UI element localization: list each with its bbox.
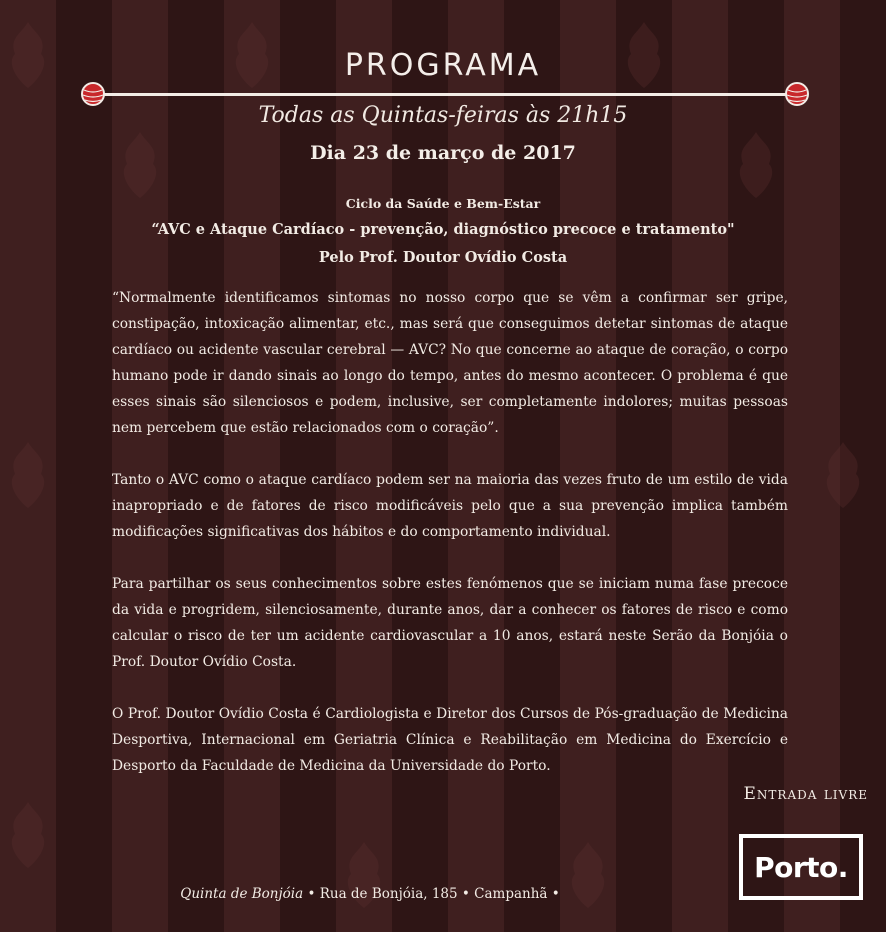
logo-text: Porto. <box>754 850 848 884</box>
header <box>0 48 886 83</box>
paragraph: Para partilhar os seus conhecimentos sobre estes fenómenos que se iniciam numa fase precoce da vida e progridem, silenciosamente, durante anos, dar a conhecer os fatores de risco e como calcular o risco de ter um acidente cardiovascular a 10 anos, estará neste Serão da Bonjóia o Prof. Doutor Ovídio Costa. <box>112 576 788 670</box>
event-date: Dia 23 de março de 2017 <box>310 142 576 164</box>
damask-motif-icon <box>117 130 163 200</box>
damask-motif-icon <box>820 440 866 510</box>
divider-line <box>104 93 786 96</box>
paragraph: O Prof. Doutor Ovídio Costa é Cardiologista e Diretor dos Cursos de Pós-graduação de Medicina Desportiva, Internacional em Geriatria Clínica e Reabilitação em Medicina do Exercício e Desporto da Faculdade de Medicina da Universidade do Porto. <box>112 706 788 774</box>
paragraph: Tanto o AVC como o ataque cardíaco podem ser na maioria das vezes fruto de um estilo de vida inapropriado e de fatores de risco modificáveis pelo que a sua prevenção implica também modificações significativas dos hábitos e do comportamento individual. <box>112 472 788 540</box>
speaker-name: Pelo Prof. Doutor Ovídio Costa <box>318 249 568 266</box>
footer-address <box>0 886 740 902</box>
damask-motif-icon <box>5 440 51 510</box>
schedule-subtitle: Todas as Quintas-feiras às 21h15 <box>258 103 628 128</box>
talk-title: “AVC e Ataque Cardíaco - prevenção, diagnóstico precoce e tratamento" <box>151 221 735 238</box>
paragraph: “Normalmente identificamos sintomas no nosso corpo que se vêm a confirmar ser gripe, constipação, intoxicação alimentar, etc., mas será que conseguimos detetar sintomas de ataque cardíaco ou acidente vascular cerebral — AVC? No que concerne ao ataque de coração, o corpo humano pode ir dando sinais ao longo do tempo, antes do mesmo acontecer. O problema é que esses sinais são silenciosos e podem, inclusive, ser completamente indolores; muitas pessoas nem percebem que estão relacionados com o coração”. <box>112 290 788 436</box>
porto-logo <box>739 834 863 900</box>
page-title: PROGRAMA <box>344 48 542 83</box>
venue-name: Quinta de Bonjóia <box>180 886 304 902</box>
description <box>112 285 788 805</box>
damask-motif-icon <box>5 800 51 870</box>
address-text: • Rua de Bonjóia, 185 • Campanhã • <box>303 886 560 902</box>
free-entry-label: Entrada livre <box>743 784 868 804</box>
cycle-name: Ciclo da Saúde e Bem-Estar <box>345 196 541 211</box>
damask-motif-icon <box>733 130 779 200</box>
